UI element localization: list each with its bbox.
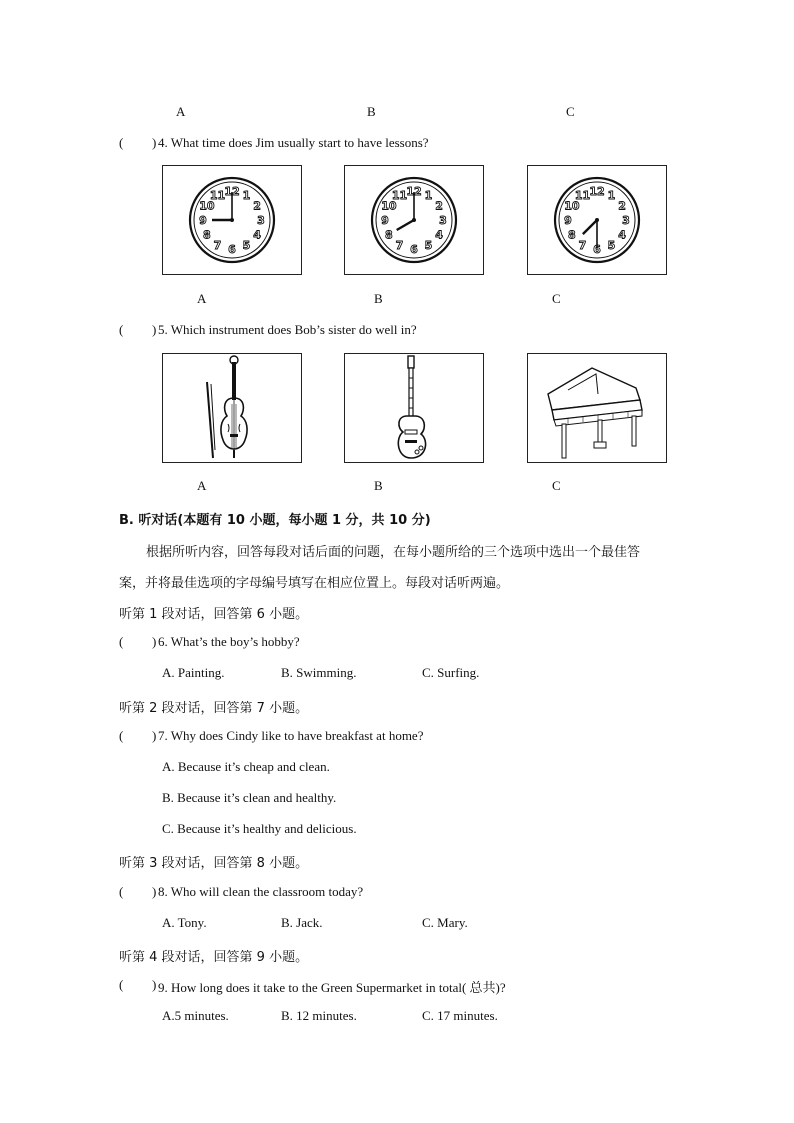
clock-number: 7 bbox=[213, 239, 222, 253]
q6-option-c: C. Surfing. bbox=[422, 665, 480, 680]
q9-option-b: B. 12 minutes. bbox=[281, 1008, 357, 1023]
answer-paren-close: ) bbox=[152, 728, 157, 743]
answer-paren-open: ( bbox=[119, 634, 124, 649]
clock-number: 4 bbox=[618, 228, 626, 242]
q5-option-b: B bbox=[374, 478, 383, 493]
dialog-1-heading: 听第 1 段对话，回答第 6 小题。 bbox=[119, 607, 309, 622]
dialog-3-heading: 听第 3 段对话，回答第 8 小题。 bbox=[119, 856, 309, 871]
q6-option-b: B. Swimming. bbox=[281, 665, 357, 680]
q8-option-a: A. Tony. bbox=[162, 915, 207, 930]
q8-option-c: C. Mary. bbox=[422, 915, 468, 930]
answer-paren-close: ) bbox=[152, 884, 157, 899]
question-8-text: 8. Who will clean the classroom today? bbox=[158, 884, 364, 899]
violin-image bbox=[162, 353, 302, 463]
clock-icon-c bbox=[528, 166, 666, 274]
answer-paren-open: ( bbox=[119, 135, 124, 150]
q7-option-b: B. Because it’s clean and healthy. bbox=[162, 790, 337, 805]
piano-icon bbox=[528, 354, 666, 462]
clock-number: 9 bbox=[199, 214, 207, 227]
question-5-text: 5. Which instrument does Bob’s sister do well in? bbox=[158, 322, 417, 337]
q8-option-b: B. Jack. bbox=[281, 915, 323, 930]
answer-paren-open: ( bbox=[119, 884, 124, 899]
question-4-text: 4. What time does Jim usually start to have lessons? bbox=[158, 135, 429, 150]
clock-image-c bbox=[527, 165, 667, 275]
q5-option-a: A bbox=[197, 478, 207, 493]
clock-number: 3 bbox=[257, 214, 265, 227]
question-6-text: 6. What’s the boy’s hobby? bbox=[158, 634, 300, 649]
clock-number: 6 bbox=[593, 243, 601, 256]
q6-option-a: A. Painting. bbox=[162, 665, 225, 680]
clock-number: 2 bbox=[253, 199, 261, 213]
clock-number: 5 bbox=[242, 239, 251, 253]
q7-option-a: A. Because it’s cheap and clean. bbox=[162, 759, 330, 774]
clock-number: 8 bbox=[568, 228, 576, 242]
option-label-a: A bbox=[176, 104, 186, 119]
clock-number: 3 bbox=[439, 214, 447, 227]
option-label-c: C bbox=[566, 104, 575, 119]
clock-number: 6 bbox=[228, 243, 236, 256]
guitar-image bbox=[344, 353, 484, 463]
answer-paren-open: ( bbox=[119, 728, 124, 743]
clock-number: 1 bbox=[607, 188, 616, 202]
answer-paren-open: ( bbox=[119, 977, 124, 992]
clock-number: 1 bbox=[242, 188, 251, 202]
q9-option-c: C. 17 minutes. bbox=[422, 1008, 498, 1023]
answer-paren-close: ) bbox=[152, 322, 157, 337]
clock-icon-a bbox=[163, 166, 301, 274]
q5-option-c: C bbox=[552, 478, 561, 493]
q4-option-a: A bbox=[197, 291, 207, 306]
question-7-text: 7. Why does Cindy like to have breakfast at home? bbox=[158, 728, 424, 743]
clock-number: 12 bbox=[589, 185, 605, 198]
clock-number: 12 bbox=[224, 185, 240, 198]
clock-number: 7 bbox=[395, 239, 404, 253]
clock-number: 10 bbox=[564, 199, 580, 213]
dialog-2-heading: 听第 2 段对话，回答第 7 小题。 bbox=[119, 701, 309, 716]
clock-number: 4 bbox=[253, 228, 261, 242]
clock-number: 8 bbox=[385, 228, 393, 242]
clock-image-b bbox=[344, 165, 484, 275]
section-b-title: B. 听对话(本题有 10 小题，每小题 1 分，共 10 分) bbox=[119, 513, 431, 528]
violin-icon bbox=[163, 354, 301, 462]
clock-number: 11 bbox=[391, 188, 408, 202]
clock-number: 2 bbox=[435, 199, 443, 213]
clock-number: 8 bbox=[203, 228, 211, 242]
clock-number: 5 bbox=[424, 239, 433, 253]
q9-option-a: A.5 minutes. bbox=[162, 1008, 229, 1023]
q4-option-b: B bbox=[374, 291, 383, 306]
option-label-b: B bbox=[367, 104, 376, 119]
clock-number: 3 bbox=[622, 214, 630, 227]
clock-number: 10 bbox=[199, 199, 215, 213]
section-b-instruction-line1: 根据所听内容，回答每段对话后面的问题，在每小题所给的三个选项中选出一个最佳答 bbox=[146, 545, 641, 560]
clock-number: 7 bbox=[578, 239, 587, 253]
clock-icon-b bbox=[345, 166, 483, 274]
section-b-instruction-line2: 案，并将最佳选项的字母编号填写在相应位置上。每段对话听两遍。 bbox=[119, 576, 510, 591]
clock-image-a bbox=[162, 165, 302, 275]
q4-option-c: C bbox=[552, 291, 561, 306]
clock-number: 9 bbox=[381, 214, 389, 227]
clock-number: 10 bbox=[381, 199, 397, 213]
q7-option-c: C. Because it’s healthy and delicious. bbox=[162, 821, 357, 836]
clock-number: 6 bbox=[410, 243, 418, 256]
clock-number: 5 bbox=[607, 239, 616, 253]
clock-number: 2 bbox=[618, 199, 626, 213]
guitar-icon bbox=[345, 354, 483, 462]
clock-number: 9 bbox=[564, 214, 572, 227]
piano-image bbox=[527, 353, 667, 463]
clock-number: 1 bbox=[424, 188, 433, 202]
answer-paren-close: ) bbox=[152, 634, 157, 649]
answer-paren-open: ( bbox=[119, 322, 124, 337]
answer-paren-close: ) bbox=[152, 977, 157, 992]
clock-number: 11 bbox=[574, 188, 591, 202]
clock-number: 12 bbox=[406, 185, 422, 198]
dialog-4-heading: 听第 4 段对话，回答第 9 小题。 bbox=[119, 950, 309, 965]
clock-number: 11 bbox=[209, 188, 226, 202]
answer-paren-close: ) bbox=[152, 135, 157, 150]
clock-number: 4 bbox=[435, 228, 443, 242]
question-9-text: 9. How long does it take to the Green Supermarket in total( 总共)? bbox=[158, 980, 506, 995]
